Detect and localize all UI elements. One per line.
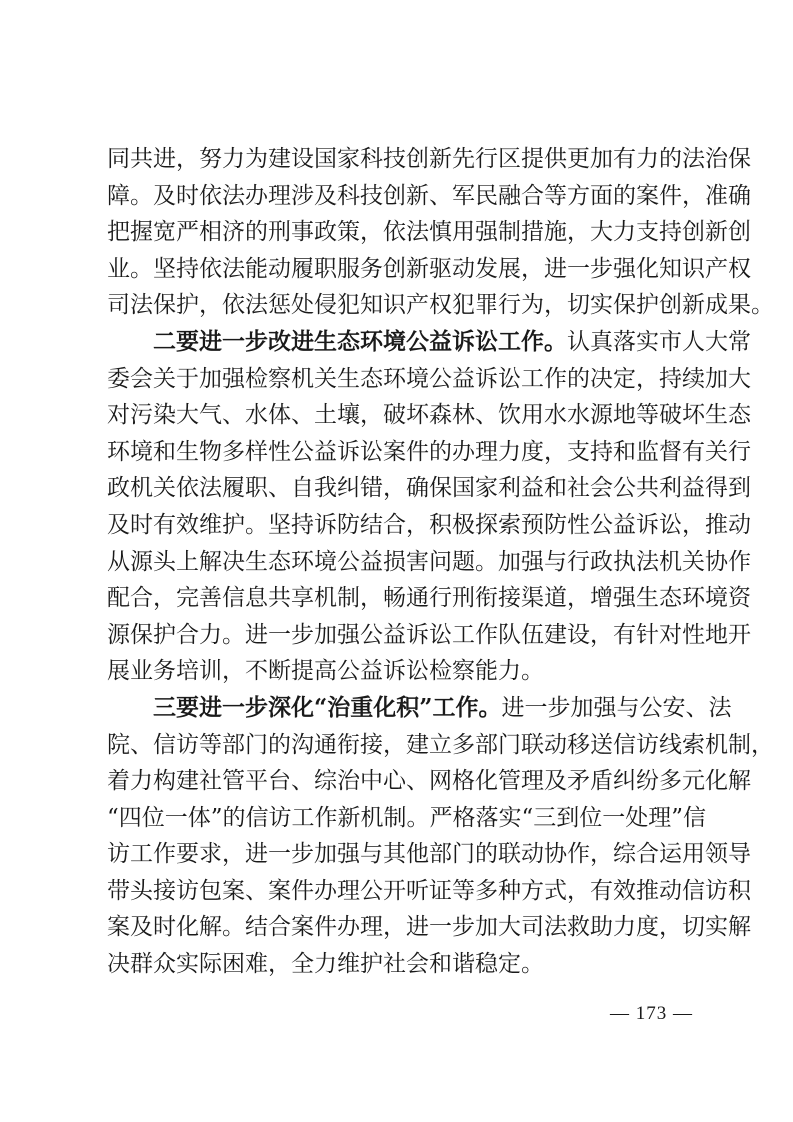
text-line: 对污染大气、水体、土壤，破坏森林、饮用水水源地等破坏生态	[107, 402, 751, 429]
text-line: 环境和生物多样性公益诉讼案件的办理力度，支持和监督有关行	[107, 438, 751, 465]
paragraph-ecological-litigation	[107, 324, 751, 690]
text-line: 政机关依法履职、自我纠错，确保国家利益和社会公共利益得到	[107, 475, 751, 502]
text-line: “四位一体”的信访工作新机制。严格落实“三到位一处理”信	[107, 804, 707, 831]
page-number: — 173 —	[610, 1003, 693, 1024]
text-line: 从源头上解决生态环境公益损害问题。加强与行政执法机关协作	[107, 548, 751, 575]
text-line: 院、信访等部门的沟通衔接，建立多部门联动移送信访线索机制，	[107, 731, 774, 758]
text-line: 同共进，努力为建设国家科技创新先行区提供更加有力的法治保	[107, 146, 751, 172]
paragraph-petition-work	[107, 690, 774, 983]
text-line: 业。坚持依法能动履职服务创新驱动发展，进一步强化知识产权	[107, 255, 751, 282]
text-line	[107, 324, 751, 361]
body-text	[107, 141, 774, 983]
text-line: 及时有效维护。坚持诉防结合，积极探索预防性公益诉讼，推动	[107, 511, 751, 538]
text-line: 访工作要求，进一步加强与其他部门的联动协作，综合运用领导	[107, 841, 751, 868]
text-line: 带头接访包案、案件办理公开听证等多种方式，有效推动信访积	[107, 877, 751, 904]
text-line: 着力构建社管平台、综治中心、网格化管理及矛盾纠纷多元化解	[107, 768, 751, 795]
text-line: 源保护合力。进一步加强公益诉讼工作队伍建设，有针对性地开	[107, 621, 751, 648]
text-line: 配合，完善信息共享机制，畅通行刑衔接渠道，增强生态环境资	[107, 585, 751, 612]
paragraph-tech-innovation	[107, 141, 774, 324]
text-line: 决群众实际困难，全力维护社会和谐稳定。	[107, 951, 544, 978]
text-line: 障。及时依法办理涉及科技创新、军民融合等方面的案件，准确	[107, 182, 751, 209]
paragraph-heading: 二要进一步改进生态环境公益诉讼工作。	[153, 327, 567, 355]
text-line: 把握宽严相济的刑事政策，依法慎用强制措施，大力支持创新创	[107, 219, 751, 246]
text-run: 认真落实市人大常	[567, 328, 751, 355]
text-line	[107, 690, 732, 727]
text-run: 进一步加强与公安、法	[501, 694, 732, 721]
paragraph-heading: 三要进一步深化“治重化积”工作。	[153, 693, 502, 721]
text-line: 委会关于加强检察机关生态环境公益诉讼工作的决定，持续加大	[107, 365, 751, 392]
text-line: 展业务培训，不断提高公益诉讼检察能力。	[107, 658, 544, 685]
text-line: 司法保护，依法惩处侵犯知识产权犯罪行为，切实保护创新成果。	[107, 292, 774, 319]
text-line: 案及时化解。结合案件办理，进一步加大司法救助力度，切实解	[107, 914, 751, 941]
